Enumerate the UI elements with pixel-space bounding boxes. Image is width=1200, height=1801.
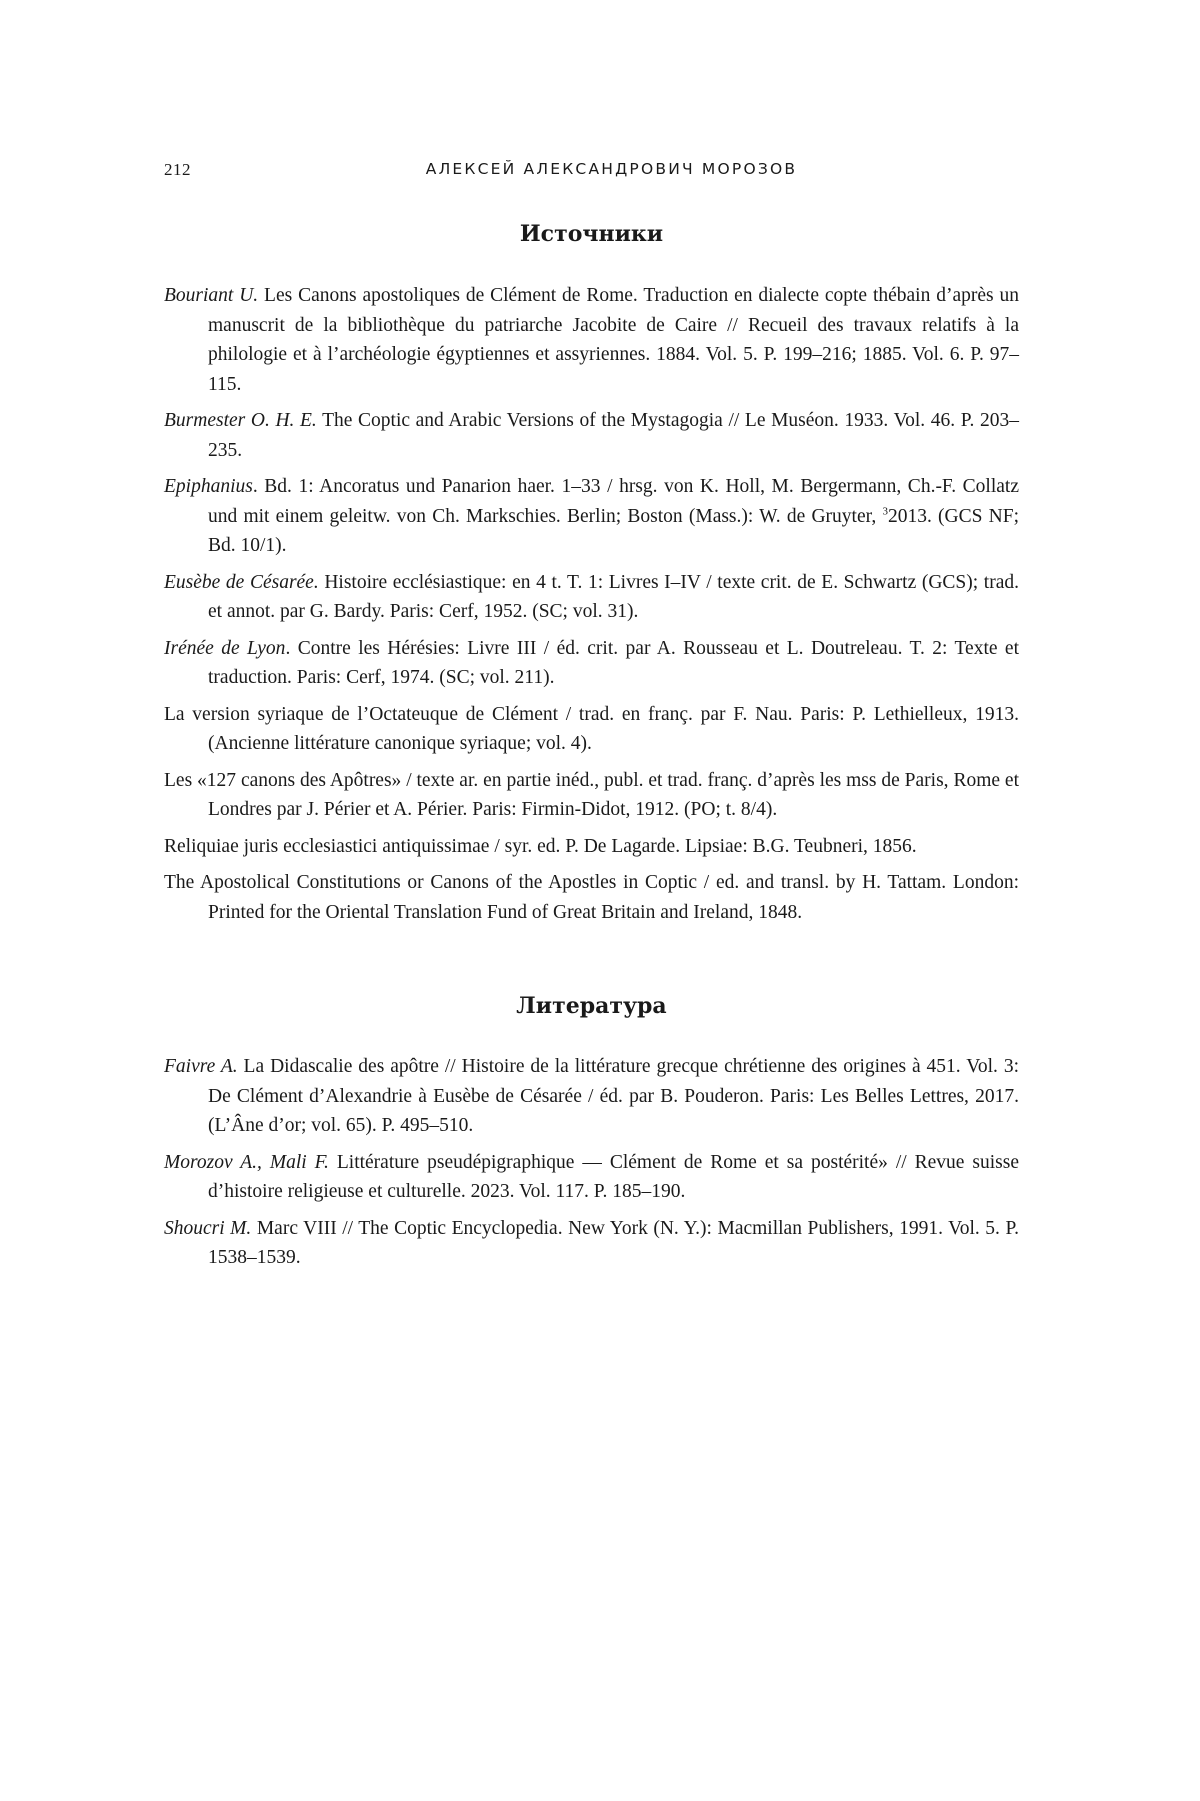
bib-entry	[164, 1148, 1019, 1207]
bib-entry	[164, 406, 1019, 465]
page-header	[164, 160, 1019, 186]
entry-text: La version syriaque de l’Octateuque de Clément / trad. en franç. par F. Nau. Paris: P. Lethielleux, 1913. (Ancienne littérature canonique syriaque; vol. 4).	[164, 703, 1019, 754]
entry-text: Les «127 canons des Apôtres» / texte ar. en partie inéd., publ. et trad. franç. d’après les mss de Paris, Rome et Londres par J. Périer et A. Périer. Paris: Firmin-Didot, 1912. (PO; t. 8/4).	[164, 769, 1019, 820]
sources-list	[164, 281, 1019, 934]
entry-text-continued: 2013. (GCS NF; Bd. 10/1).	[208, 505, 1020, 556]
bib-entry	[164, 472, 1019, 561]
entry-author: Bouriant U.	[164, 285, 259, 306]
literature-heading: Литература	[516, 993, 667, 1019]
bib-entry	[164, 568, 1019, 627]
entry-author: Epiphanius	[164, 476, 253, 497]
bib-entry	[164, 1052, 1019, 1141]
entry-text: The Coptic and Arabic Versions of the Mystagogia // Le Muséon. 1933. Vol. 46. P. 203–235.	[208, 410, 1019, 461]
literature-list	[164, 1052, 1019, 1280]
edition-superscript: 3	[882, 505, 888, 517]
entry-text: . Contre les Hérésies: Livre III / éd. crit. par A. Rousseau et L. Doutreleau. T. 2: Texte et traduction. Paris: Cerf, 1974. (SC; vol. 211).	[208, 637, 1019, 688]
bib-entry	[164, 634, 1019, 693]
entry-text: La Didascalie des apôtre // Histoire de la littérature grecque chrétienne des origines à 451. Vol. 3: De Clément d’Alexandrie à Eusèbe de Césarée / éd. par B. Pouderon. Paris: Les Belles Lettres, 2017. (L’Âne d’or; vol. 65). P. 495–510.	[208, 1056, 1019, 1136]
entry-text: Marc VIII // The Coptic Encyclopedia. New York (N. Y.): Macmillan Publishers, 1991. Vol. 5. P. 1538–1539.	[208, 1217, 1020, 1268]
entry-text: Les Canons apostoliques de Clément de Rome. Traduction en dialecte copte thébain d’après un manuscrit de la bibliothèque du patriarche Jacobite de Caire // Recueil des travaux relatifs à la philologie et à l’archéologie égyptiennes et assyriennes. 1884. Vol. 5. P. 199–216; 1885. Vol. 6. P. 97–115.	[208, 285, 1019, 395]
entry-author: Morozov A., Mali F.	[164, 1151, 329, 1173]
bib-entry	[164, 832, 1019, 862]
entry-text: The Apostolical Constitutions or Canons of the Apostles in Coptic / ed. and transl. by H. Tattam. London: Printed for the Oriental Translation Fund of Great Britain and Ireland, 1848.	[164, 872, 1019, 923]
entry-text: Reliquiae juris ecclesiastici antiquissimae / syr. ed. P. De Lagarde. Lipsiae: B.G. Teubneri, 1856.	[164, 835, 917, 857]
running-head: АЛЕКСЕЙ АЛЕКСАНДРОВИЧ МОРОЗОВ	[425, 160, 798, 178]
bib-entry	[164, 281, 1019, 399]
entry-author: Eusèbe de Césarée.	[164, 571, 319, 593]
bib-entry	[164, 700, 1019, 759]
entry-text: . Bd. 1: Ancoratus und Panarion haer. 1–33 / hrsg. von K. Holl, M. Bergermann, Ch.-F. Collatz und mit einem geleitw. von Ch. Markschies. Berlin; Boston (Mass.): W. de Gruyter,	[208, 476, 1019, 527]
entry-author: Burmester O. H. E.	[164, 410, 317, 431]
entry-author: Shoucri M.	[164, 1217, 252, 1239]
bib-entry	[164, 868, 1019, 927]
sources-heading: Источники	[519, 221, 664, 247]
page-number: 212	[164, 160, 191, 179]
bib-entry	[164, 1214, 1019, 1273]
entry-author: Irénée de Lyon	[164, 637, 286, 659]
entry-author: Faivre A.	[164, 1056, 238, 1077]
bib-entry	[164, 766, 1019, 825]
entry-text: Littérature pseudépigraphique — Clément de Rome et sa postérité» // Revue suisse d’histoire religieuse et culturelle. 2023. Vol. 117. P. 185–190.	[208, 1151, 1019, 1202]
entry-text: Histoire ecclésiastique: en 4 t. T. 1: Livres I–IV / texte crit. de E. Schwartz (GCS); trad. et annot. par G. Bardy. Paris: Cerf, 1952. (SC; vol. 31).	[208, 571, 1019, 622]
